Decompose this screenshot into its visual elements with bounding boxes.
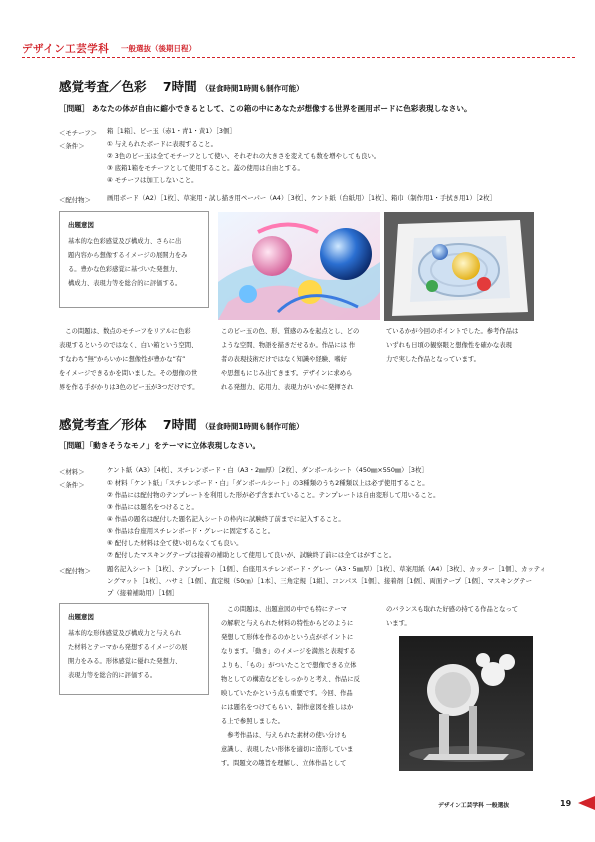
materials-label: ＜材料＞ bbox=[59, 468, 85, 476]
department-title: デザイン工芸学科 bbox=[22, 43, 110, 55]
motif-text: 箱［1箱］、ビー玉（赤1・青1・黄1）［3個］ bbox=[107, 127, 236, 135]
dist-line: ングマット［1枚］、ハサミ［1個］、直定規（50㎝）［1本］、三角定規［1組］、コンパス［1個］、接着剤［1個］、両面テープ［1個］、マスキングテー bbox=[107, 577, 533, 585]
body-line: よりも、「もの」がついたことで想像できる立体 bbox=[221, 662, 357, 669]
condition-item: ③ 底箱1箱をモチーフとして使用すること。蓋の使用は自由とする。 bbox=[107, 164, 304, 172]
exam-type: 一般選抜（後期日程） bbox=[121, 44, 196, 53]
intent-line: 基本的な形体感覚及び構成力と与えられ bbox=[68, 630, 182, 637]
body-line: れる発想力、応用力、表現力がいかに発揮され bbox=[221, 384, 354, 391]
intent-line: 題内容から想像するイメージの展開力をみ bbox=[68, 252, 188, 259]
body-line: 参考作品は、与えられた素材の使い分けも bbox=[221, 732, 347, 739]
body-line: をイメージできるかを問いました。その想像の世 bbox=[59, 370, 198, 377]
body-line: や思想もにじみ出てきます。デザインに求めら bbox=[221, 370, 353, 377]
section1-title: 感覚考査／色彩 bbox=[59, 79, 147, 94]
page-tab-marker bbox=[578, 796, 595, 810]
intent-text bbox=[68, 235, 200, 291]
section2-heading bbox=[59, 415, 304, 433]
body-line: このビー玉の色、形、質感のみを起点とし、どの bbox=[221, 328, 360, 335]
section2-hours: 7時間 bbox=[162, 417, 197, 432]
page-number: 19 bbox=[560, 799, 572, 808]
intent-title: 出題意図 bbox=[68, 613, 94, 621]
reference-artwork-form bbox=[399, 636, 533, 771]
section1-note: （昼食時間1時間も制作可能） bbox=[200, 84, 304, 93]
dist1-text: 画用ボード（A2）［1枚］、草案用・試し描き用ペーパー（A4）［3枚］、ケント紙（台紙用）［1枚］、箱巾（制作用1・手拭き用1）［2枚］ bbox=[107, 194, 496, 202]
section2-column3 bbox=[386, 603, 518, 631]
body-line: ような空間、物語を描きだせるか。作品には 作 bbox=[221, 342, 356, 349]
section2-question: ［問題］「動きそうなモノ」をテーマに立体表現しなさい。 bbox=[59, 441, 261, 450]
reference-artwork-color-1 bbox=[218, 212, 380, 320]
condition-item: ② 3色のビー玉は全てモチーフとして使い、それぞれの大きさを変えても数を増やしても良い。 bbox=[107, 152, 381, 160]
header-divider bbox=[22, 57, 575, 58]
body-line: すなわち“無”からいかに想像性が豊かな“有” bbox=[59, 356, 186, 363]
intent-line: 開力をみる。形体感覚に優れた発想力、 bbox=[68, 658, 182, 665]
body-line: には題名をつけてもらい、制作意図を推しはか bbox=[221, 704, 354, 711]
body-line: 映していたかという点も重要です。今回、作品 bbox=[221, 690, 353, 697]
section1-column2 bbox=[221, 325, 359, 395]
dist-line: プ（接着補助用）［1個］ bbox=[107, 589, 179, 597]
conditions1-list bbox=[107, 138, 380, 186]
body-line: いずれも日頃の観察眼と想像性を確かな表現 bbox=[386, 342, 512, 349]
body-line: の解釈と与えられた材料の特性からどのように bbox=[221, 620, 354, 627]
condition-item: ③ 作品には題名をつけること。 bbox=[107, 503, 198, 511]
section1-heading bbox=[59, 77, 304, 95]
body-line: 者の表現技術だけではなく知識や経験、嗜好 bbox=[221, 356, 347, 363]
conditions2-label: ＜条件＞ bbox=[59, 481, 85, 489]
body-line: 表現するというのではなく、白い箱という空間、 bbox=[59, 342, 198, 349]
reference-artwork-color-2 bbox=[384, 212, 534, 321]
intent-text bbox=[68, 627, 200, 683]
condition-item: ④ 作品の題名は配付した題名記入シートの枠内に試験終了前までに記入すること。 bbox=[107, 515, 345, 523]
materials-text: ケント紙（A3）［4枚］、スチレンボード・白（A3・2㎜厚）［2枚］、ダンボールシート（450㎜×550㎜）［3枚］ bbox=[107, 466, 428, 474]
section1-question: ［問題］ あなたの体が自由に縮小できるとして、この箱の中にあなたが想像する世界を画用ボードに色彩表現しなさい。 bbox=[59, 104, 472, 113]
intent-line: 基本的な色彩感覚及び構成力、さらに出 bbox=[68, 238, 182, 245]
intent-line: る。豊かな色彩感覚に基づいた発想力、 bbox=[68, 266, 182, 273]
dist2-text bbox=[107, 563, 546, 599]
conditions2-list bbox=[107, 477, 440, 561]
body-line: ているかが今回のポイントでした。参考作品は bbox=[386, 328, 519, 335]
intent-line: 構成力、表現力等を総合的に評価する。 bbox=[68, 280, 182, 287]
body-line: なります。「動き」のイメージを満然と表現する bbox=[221, 648, 356, 655]
body-line: る上で参照しました。 bbox=[221, 718, 284, 725]
section1-hours: 7時間 bbox=[162, 79, 197, 94]
body-line: 界を作る手がかりは3色のビー玉が3つだけです。 bbox=[59, 384, 199, 391]
condition-item: ⑦ 配付したマスキングテープは接着の補助として使用して良いが、試験終了前には全てはがすこと。 bbox=[107, 551, 396, 559]
body-line: 力で実した作品となっています。 bbox=[386, 356, 480, 363]
body-line: この問題は、数点のモチーフをリアルに色彩 bbox=[59, 328, 191, 335]
section2-note: （昼食時間1時間も制作可能） bbox=[200, 422, 304, 431]
condition-item: ② 作品には配付物のテンプレートを利用した形が必ず含まれていること。テンプレートは自由変形して用いること。 bbox=[107, 491, 440, 499]
body-line: 発想して形体を作るのかという点がポイントに bbox=[221, 634, 354, 641]
section1-column1 bbox=[59, 325, 199, 395]
intent-title: 出題意図 bbox=[68, 221, 94, 229]
condition-item: ⑤ 作品は台座用スチレンボード・グレーに固定すること。 bbox=[107, 527, 275, 535]
section2-title: 感覚考査／形体 bbox=[59, 417, 147, 432]
motif-label: ＜モチーフ＞ bbox=[59, 129, 98, 137]
dist-line: 題名記入シート［1枚］、テンプレート［1個］、台座用スチレンボード・グレー（A3・5㎜厚）［1枚］、草案用紙（A4）［3枚］、カッター［1個］、カッティ bbox=[107, 565, 547, 573]
body-line: す。問題文の趣旨を理解し、立体作品として bbox=[221, 760, 347, 767]
section2-column2 bbox=[221, 603, 360, 771]
intent-line: た材料とテーマから発想するイメージの展 bbox=[68, 644, 188, 651]
body-line: 物としての構造などをしっかりと考え、作品に反 bbox=[221, 676, 360, 683]
condition-item: ① 与えられたボードに表現すること。 bbox=[107, 140, 218, 148]
intent-line: 表現力等を総合的に評価する。 bbox=[68, 672, 157, 679]
dist2-label: ＜配付物＞ bbox=[59, 567, 91, 575]
intent-box-1 bbox=[59, 211, 209, 308]
intent-box-2 bbox=[59, 603, 209, 695]
dist1-label: ＜配付物＞ bbox=[59, 196, 91, 204]
body-line: のバランスも取れた好感の持てる作品となって bbox=[386, 606, 519, 613]
body-line: 意識し、表現したい形体を適切に造形していま bbox=[221, 746, 354, 753]
footer-label: デザイン工芸学科 一般選抜 bbox=[438, 803, 510, 809]
condition-item: ④ モチーフは加工しないこと。 bbox=[107, 176, 198, 184]
section1-column3 bbox=[386, 325, 518, 367]
condition-item: ⑥ 配付した材料は全て使い切らなくても良い。 bbox=[107, 539, 243, 547]
conditions1-label: ＜条件＞ bbox=[59, 142, 85, 150]
body-line: います。 bbox=[386, 620, 411, 627]
condition-item: ① 材料「ケント紙」「スチレンボード・白」「ダンボールシート」の3種類のうち2種類以上は必ず使用すること。 bbox=[107, 479, 429, 487]
body-line: この問題は、出題意図の中でも特にテーマ bbox=[221, 606, 347, 613]
